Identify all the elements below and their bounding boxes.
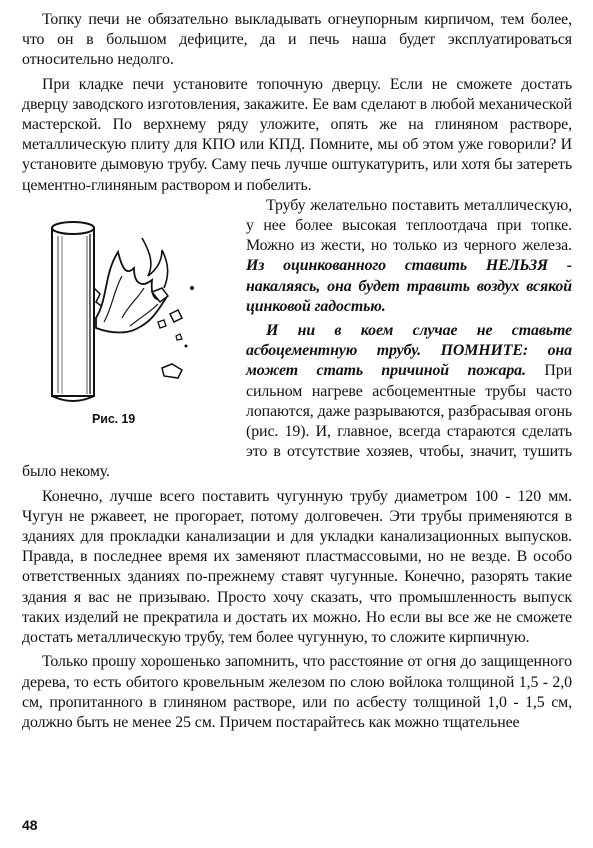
paragraph: Топку печи не обязательно выкладывать огнеупорным кирпичом, тем более, что он в большом дефиците, да и печь наша будет эксплуатироваться относительно недолго. (22, 11, 572, 69)
warning-text: Из оцинкованного ставить НЕЛЬЗЯ - накаляясь, она будет травить воздух всякой цинковой гадостью. (246, 257, 572, 315)
paragraph: Конечно, лучше всего поставить чугунную трубу диаметром 100 - 120 мм. Чугун не ржавеет, не прогорает, потому долговечен. Эти трубы применяются в зданиях для прокладки канализации и для укладки канализационных выпусков. Правда, в последнее время их заменяют пластмассовыми, но не везде. В особо ответственных зданиях по-прежнему ставят чугунные. Конечно, разорять такие здания я вас не призываю. Просто хочу сказать, что промышленность выпуск таких изделий не прекратила и достать их можно. Но если вы все же не сможете достать металлическую трубу, тем более чугунную, то сложите кирпичную. (22, 487, 572, 647)
paragraph-text: При сильном нагреве асбоцементные трубы часто лопаются, даже разрываются, разбрасывая огонь (рис. 19). И, главное, всегда стараются сделать это в отсутствие хозяев, чтобы, значит, тушить было некому. (22, 362, 572, 481)
page-number: 48 (22, 817, 38, 833)
paragraph-text: Трубу желательно поставить металлическую, у нее более высокая теплоотдача при топке. Можно из жести, но только из черного железа. (246, 196, 572, 255)
paragraph: При кладке печи установите топочную дверцу. Если не сможете достать дверцу заводского изготовления, закажите. Ее вам сделают в любой механической мастерской. По верхнему ряду уложите, опять же на глиняном растворе, металлическую плиту для КПО или КПД. Помните, мы об этом уже говорили? И установите дымовую трубу. Саму печь лучше оштукатурить, или хотя бы затереть цементно-глиняным раствором и побелить. (22, 75, 572, 194)
figure-19 (20, 196, 240, 447)
page-text (22, 10, 572, 733)
figure-caption: Рис. 19 (92, 411, 136, 426)
bursting-pipe-illustration (38, 218, 213, 408)
paragraph: Только прошу хорошенько запомнить, что расстояние от огня до защищенного дерева, то есть обитого кровельным железом по слою войлока толщиной 1,5 - 2,0 см, пропитанного в глиняном растворе, или по асбесту толщиной 1,0 - 1,5 см, должно быть не менее 25 см. Причем постарайтесь как можно тщательнее (22, 653, 572, 731)
warning-text: И ни в коем случае не ставьте асбоцементную трубу. ПОМНИТЕ: она может стать причиной пожара. (246, 322, 572, 380)
